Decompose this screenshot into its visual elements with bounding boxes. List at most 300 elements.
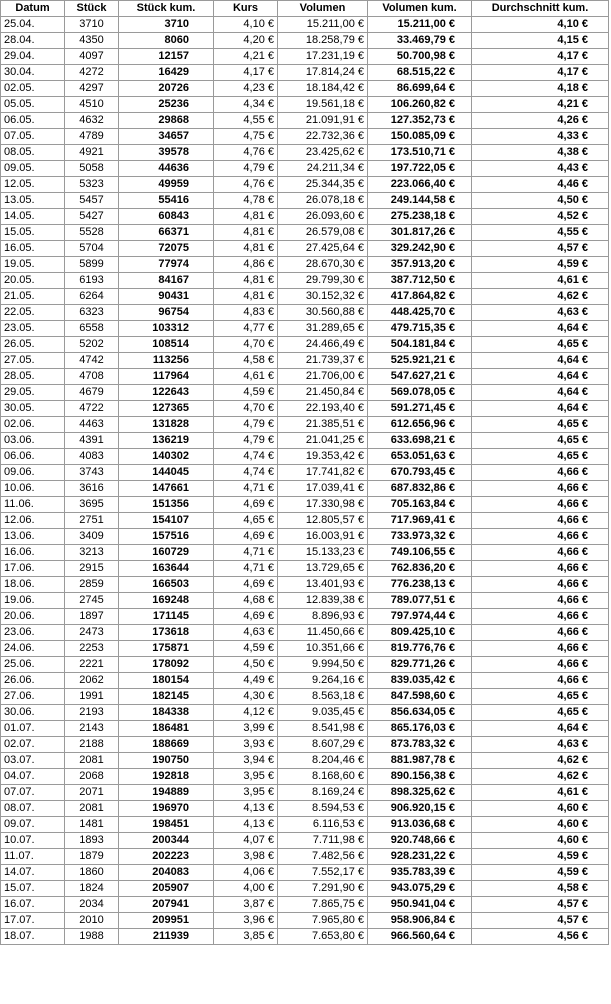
cell-datum: 05.05. — [1, 97, 65, 113]
cell-durchschnitt-kum: 4,63 € — [472, 305, 609, 321]
table-row — [1, 609, 609, 625]
cell-stueck: 5058 — [65, 161, 119, 177]
cell-stueck-kum: 204083 — [119, 865, 214, 881]
table-row — [1, 625, 609, 641]
cell-kurs: 4,58 € — [214, 353, 278, 369]
cell-kurs: 4,59 € — [214, 641, 278, 657]
cell-datum: 19.05. — [1, 257, 65, 273]
cell-volumen: 30.560,88 € — [278, 305, 368, 321]
cell-volumen: 26.093,60 € — [278, 209, 368, 225]
table-row — [1, 865, 609, 881]
cell-volumen: 17.231,19 € — [278, 49, 368, 65]
cell-volumen: 19.561,18 € — [278, 97, 368, 113]
cell-stueck-kum: 171145 — [119, 609, 214, 625]
cell-volumen: 19.353,42 € — [278, 449, 368, 465]
cell-volumen-kum: 329.242,90 € — [368, 241, 472, 257]
cell-durchschnitt-kum: 4,43 € — [472, 161, 609, 177]
table-row — [1, 513, 609, 529]
cell-volumen-kum: 898.325,62 € — [368, 785, 472, 801]
cell-volumen: 22.193,40 € — [278, 401, 368, 417]
cell-durchschnitt-kum: 4,21 € — [472, 97, 609, 113]
table-row — [1, 721, 609, 737]
cell-kurs: 4,23 € — [214, 81, 278, 97]
cell-stueck-kum: 211939 — [119, 929, 214, 945]
cell-volumen: 21.091,91 € — [278, 113, 368, 129]
cell-kurs: 4,69 € — [214, 497, 278, 513]
table-row — [1, 929, 609, 945]
cell-volumen-kum: 127.352,73 € — [368, 113, 472, 129]
cell-volumen-kum: 150.085,09 € — [368, 129, 472, 145]
cell-stueck: 4789 — [65, 129, 119, 145]
cell-stueck: 4510 — [65, 97, 119, 113]
cell-datum: 26.06. — [1, 673, 65, 689]
cell-stueck: 3616 — [65, 481, 119, 497]
table-row — [1, 449, 609, 465]
cell-stueck-kum: 190750 — [119, 753, 214, 769]
cell-stueck-kum: 20726 — [119, 81, 214, 97]
cell-kurs: 4,06 € — [214, 865, 278, 881]
table-row — [1, 353, 609, 369]
table-row — [1, 177, 609, 193]
cell-volumen: 13.729,65 € — [278, 561, 368, 577]
cell-stueck: 6323 — [65, 305, 119, 321]
cell-volumen-kum: 448.425,70 € — [368, 305, 472, 321]
table-row — [1, 753, 609, 769]
table-row — [1, 225, 609, 241]
cell-stueck: 4708 — [65, 369, 119, 385]
table-row — [1, 33, 609, 49]
cell-stueck: 3409 — [65, 529, 119, 545]
cell-datum: 17.06. — [1, 561, 65, 577]
cell-volumen-kum: 928.231,22 € — [368, 849, 472, 865]
cell-volumen: 8.541,98 € — [278, 721, 368, 737]
cell-datum: 16.05. — [1, 241, 65, 257]
cell-volumen-kum: 733.973,32 € — [368, 529, 472, 545]
cell-kurs: 4,34 € — [214, 97, 278, 113]
table-row — [1, 545, 609, 561]
cell-stueck-kum: 103312 — [119, 321, 214, 337]
cell-durchschnitt-kum: 4,55 € — [472, 225, 609, 241]
cell-datum: 09.07. — [1, 817, 65, 833]
cell-stueck-kum: 157516 — [119, 529, 214, 545]
cell-kurs: 4,79 € — [214, 161, 278, 177]
cell-kurs: 4,83 € — [214, 305, 278, 321]
cell-volumen-kum: 106.260,82 € — [368, 97, 472, 113]
cell-stueck: 2859 — [65, 577, 119, 593]
cell-durchschnitt-kum: 4,64 € — [472, 353, 609, 369]
cell-kurs: 4,17 € — [214, 65, 278, 81]
cell-volumen-kum: 197.722,05 € — [368, 161, 472, 177]
cell-durchschnitt-kum: 4,61 € — [472, 273, 609, 289]
cell-durchschnitt-kum: 4,10 € — [472, 17, 609, 33]
table-row — [1, 465, 609, 481]
cell-stueck-kum: 113256 — [119, 353, 214, 369]
cell-kurs: 4,63 € — [214, 625, 278, 641]
cell-volumen-kum: 417.864,82 € — [368, 289, 472, 305]
cell-volumen-kum: 789.077,51 € — [368, 593, 472, 609]
cell-volumen: 17.814,24 € — [278, 65, 368, 81]
cell-volumen-kum: 847.598,60 € — [368, 689, 472, 705]
cell-volumen-kum: 797.974,44 € — [368, 609, 472, 625]
cell-durchschnitt-kum: 4,61 € — [472, 785, 609, 801]
cell-volumen: 26.579,08 € — [278, 225, 368, 241]
cell-durchschnitt-kum: 4,66 € — [472, 641, 609, 657]
cell-durchschnitt-kum: 4,66 € — [472, 673, 609, 689]
table-row — [1, 257, 609, 273]
cell-durchschnitt-kum: 4,66 € — [472, 593, 609, 609]
cell-volumen-kum: 819.776,76 € — [368, 641, 472, 657]
cell-durchschnitt-kum: 4,66 € — [472, 481, 609, 497]
cell-datum: 30.05. — [1, 401, 65, 417]
cell-datum: 12.06. — [1, 513, 65, 529]
cell-volumen-kum: 653.051,63 € — [368, 449, 472, 465]
cell-stueck-kum: 188669 — [119, 737, 214, 753]
cell-stueck-kum: 90431 — [119, 289, 214, 305]
cell-volumen: 18.258,79 € — [278, 33, 368, 49]
table-row — [1, 145, 609, 161]
cell-stueck: 4097 — [65, 49, 119, 65]
cell-datum: 29.05. — [1, 385, 65, 401]
cell-datum: 27.05. — [1, 353, 65, 369]
cell-kurs: 4,30 € — [214, 689, 278, 705]
cell-datum: 02.05. — [1, 81, 65, 97]
table-row — [1, 737, 609, 753]
cell-durchschnitt-kum: 4,63 € — [472, 737, 609, 753]
cell-stueck-kum: 196970 — [119, 801, 214, 817]
cell-stueck: 2745 — [65, 593, 119, 609]
cell-stueck-kum: 12157 — [119, 49, 214, 65]
cell-volumen: 11.450,66 € — [278, 625, 368, 641]
cell-volumen: 8.896,93 € — [278, 609, 368, 625]
cell-volumen-kum: 958.906,84 € — [368, 913, 472, 929]
cell-stueck-kum: 136219 — [119, 433, 214, 449]
cell-datum: 28.04. — [1, 33, 65, 49]
cell-kurs: 4,12 € — [214, 705, 278, 721]
cell-volumen-kum: 633.698,21 € — [368, 433, 472, 449]
cell-datum: 22.05. — [1, 305, 65, 321]
table-row — [1, 769, 609, 785]
cell-stueck: 2062 — [65, 673, 119, 689]
cell-durchschnitt-kum: 4,66 € — [472, 625, 609, 641]
cell-stueck: 5457 — [65, 193, 119, 209]
cell-volumen-kum: 569.078,05 € — [368, 385, 472, 401]
cell-datum: 13.05. — [1, 193, 65, 209]
cell-volumen: 24.466,49 € — [278, 337, 368, 353]
cell-datum: 19.06. — [1, 593, 65, 609]
cell-datum: 25.06. — [1, 657, 65, 673]
cell-datum: 30.04. — [1, 65, 65, 81]
cell-stueck: 2034 — [65, 897, 119, 913]
table-row — [1, 897, 609, 913]
cell-volumen: 16.003,91 € — [278, 529, 368, 545]
cell-volumen: 8.607,29 € — [278, 737, 368, 753]
cell-durchschnitt-kum: 4,59 € — [472, 849, 609, 865]
cell-volumen: 7.865,75 € — [278, 897, 368, 913]
cell-volumen-kum: 865.176,03 € — [368, 721, 472, 737]
cell-volumen: 7.653,80 € — [278, 929, 368, 945]
cell-volumen: 8.168,60 € — [278, 769, 368, 785]
cell-durchschnitt-kum: 4,46 € — [472, 177, 609, 193]
cell-stueck-kum: 147661 — [119, 481, 214, 497]
cell-volumen: 8.169,24 € — [278, 785, 368, 801]
cell-datum: 07.07. — [1, 785, 65, 801]
cell-datum: 16.06. — [1, 545, 65, 561]
cell-datum: 29.04. — [1, 49, 65, 65]
cell-datum: 14.05. — [1, 209, 65, 225]
cell-stueck: 2071 — [65, 785, 119, 801]
cell-datum: 20.05. — [1, 273, 65, 289]
cell-stueck: 4632 — [65, 113, 119, 129]
cell-kurs: 4,81 € — [214, 209, 278, 225]
table-row — [1, 433, 609, 449]
cell-stueck-kum: 173618 — [119, 625, 214, 641]
table-row — [1, 881, 609, 897]
cell-durchschnitt-kum: 4,66 € — [472, 497, 609, 513]
cell-volumen: 9.035,45 € — [278, 705, 368, 721]
cell-datum: 10.07. — [1, 833, 65, 849]
cell-stueck-kum: 200344 — [119, 833, 214, 849]
cell-durchschnitt-kum: 4,62 € — [472, 753, 609, 769]
cell-volumen: 8.594,53 € — [278, 801, 368, 817]
cell-kurs: 4,10 € — [214, 17, 278, 33]
cell-volumen-kum: 913.036,68 € — [368, 817, 472, 833]
table-row — [1, 305, 609, 321]
cell-kurs: 3,94 € — [214, 753, 278, 769]
table-row — [1, 849, 609, 865]
cell-durchschnitt-kum: 4,60 € — [472, 817, 609, 833]
cell-kurs: 4,65 € — [214, 513, 278, 529]
cell-datum: 20.06. — [1, 609, 65, 625]
cell-datum: 02.07. — [1, 737, 65, 753]
cell-stueck-kum: 131828 — [119, 417, 214, 433]
cell-stueck: 3213 — [65, 545, 119, 561]
cell-durchschnitt-kum: 4,66 € — [472, 577, 609, 593]
cell-datum: 30.06. — [1, 705, 65, 721]
cell-stueck-kum: 180154 — [119, 673, 214, 689]
cell-kurs: 4,00 € — [214, 881, 278, 897]
cell-stueck-kum: 166503 — [119, 577, 214, 593]
table-row — [1, 497, 609, 513]
cell-stueck: 2915 — [65, 561, 119, 577]
cell-durchschnitt-kum: 4,64 € — [472, 369, 609, 385]
table-row — [1, 97, 609, 113]
cell-volumen-kum: 387.712,50 € — [368, 273, 472, 289]
cell-stueck: 5202 — [65, 337, 119, 353]
cell-durchschnitt-kum: 4,65 € — [472, 417, 609, 433]
cell-stueck: 3743 — [65, 465, 119, 481]
cell-volumen: 7.291,90 € — [278, 881, 368, 897]
cell-stueck: 1988 — [65, 929, 119, 945]
cell-datum: 07.05. — [1, 129, 65, 145]
table-row — [1, 673, 609, 689]
cell-durchschnitt-kum: 4,56 € — [472, 929, 609, 945]
cell-kurs: 4,71 € — [214, 545, 278, 561]
cell-durchschnitt-kum: 4,64 € — [472, 321, 609, 337]
cell-kurs: 4,76 € — [214, 177, 278, 193]
cell-stueck-kum: 144045 — [119, 465, 214, 481]
cell-stueck: 1991 — [65, 689, 119, 705]
cell-durchschnitt-kum: 4,66 € — [472, 561, 609, 577]
cell-durchschnitt-kum: 4,33 € — [472, 129, 609, 145]
cell-datum: 15.05. — [1, 225, 65, 241]
cell-stueck-kum: 3710 — [119, 17, 214, 33]
cell-stueck: 1879 — [65, 849, 119, 865]
header-volumen-kum: Volumen kum. — [368, 1, 472, 17]
cell-volumen: 8.204,46 € — [278, 753, 368, 769]
cell-stueck: 4921 — [65, 145, 119, 161]
cell-datum: 10.06. — [1, 481, 65, 497]
table-row — [1, 641, 609, 657]
cell-kurs: 4,69 € — [214, 609, 278, 625]
table-row — [1, 561, 609, 577]
cell-volumen: 17.741,82 € — [278, 465, 368, 481]
cell-stueck-kum: 154107 — [119, 513, 214, 529]
table-row — [1, 337, 609, 353]
cell-durchschnitt-kum: 4,60 € — [472, 833, 609, 849]
cell-datum: 02.06. — [1, 417, 65, 433]
table-row — [1, 913, 609, 929]
table-row — [1, 193, 609, 209]
cell-stueck: 4083 — [65, 449, 119, 465]
table-row — [1, 481, 609, 497]
cell-stueck-kum: 178092 — [119, 657, 214, 673]
cell-datum: 21.05. — [1, 289, 65, 305]
cell-kurs: 4,13 € — [214, 801, 278, 817]
table-row — [1, 129, 609, 145]
table-row — [1, 65, 609, 81]
cell-durchschnitt-kum: 4,59 € — [472, 865, 609, 881]
cell-stueck: 6264 — [65, 289, 119, 305]
cell-volumen-kum: 525.921,21 € — [368, 353, 472, 369]
cell-durchschnitt-kum: 4,38 € — [472, 145, 609, 161]
cell-durchschnitt-kum: 4,57 € — [472, 241, 609, 257]
cell-volumen-kum: 547.627,21 € — [368, 369, 472, 385]
cell-stueck-kum: 34657 — [119, 129, 214, 145]
cell-stueck: 1893 — [65, 833, 119, 849]
table-row — [1, 209, 609, 225]
header-datum: Datum — [1, 1, 65, 17]
cell-durchschnitt-kum: 4,17 € — [472, 49, 609, 65]
cell-volumen-kum: 717.969,41 € — [368, 513, 472, 529]
cell-stueck-kum: 184338 — [119, 705, 214, 721]
cell-stueck-kum: 194889 — [119, 785, 214, 801]
cell-volumen: 24.211,34 € — [278, 161, 368, 177]
cell-volumen: 21.385,51 € — [278, 417, 368, 433]
cell-stueck-kum: 160729 — [119, 545, 214, 561]
cell-volumen-kum: 966.560,64 € — [368, 929, 472, 945]
cell-stueck: 1860 — [65, 865, 119, 881]
cell-stueck-kum: 55416 — [119, 193, 214, 209]
cell-volumen-kum: 935.783,39 € — [368, 865, 472, 881]
cell-durchschnitt-kum: 4,64 € — [472, 721, 609, 737]
cell-volumen-kum: 301.817,26 € — [368, 225, 472, 241]
table-row — [1, 657, 609, 673]
cell-datum: 09.06. — [1, 465, 65, 481]
cell-kurs: 4,69 € — [214, 529, 278, 545]
cell-volumen-kum: 943.075,29 € — [368, 881, 472, 897]
cell-volumen-kum: 881.987,78 € — [368, 753, 472, 769]
cell-kurs: 4,61 € — [214, 369, 278, 385]
cell-stueck-kum: 72075 — [119, 241, 214, 257]
cell-datum: 25.04. — [1, 17, 65, 33]
table-row — [1, 593, 609, 609]
cell-kurs: 4,76 € — [214, 145, 278, 161]
cell-kurs: 4,77 € — [214, 321, 278, 337]
cell-stueck: 5323 — [65, 177, 119, 193]
cell-volumen-kum: 906.920,15 € — [368, 801, 472, 817]
cell-stueck-kum: 8060 — [119, 33, 214, 49]
cell-datum: 06.06. — [1, 449, 65, 465]
cell-durchschnitt-kum: 4,62 € — [472, 769, 609, 785]
cell-volumen-kum: 249.144,58 € — [368, 193, 472, 209]
cell-datum: 09.05. — [1, 161, 65, 177]
cell-durchschnitt-kum: 4,17 € — [472, 65, 609, 81]
cell-durchschnitt-kum: 4,52 € — [472, 209, 609, 225]
cell-stueck-kum: 127365 — [119, 401, 214, 417]
cell-stueck-kum: 202223 — [119, 849, 214, 865]
table-row — [1, 241, 609, 257]
cell-kurs: 3,87 € — [214, 897, 278, 913]
cell-durchschnitt-kum: 4,59 € — [472, 257, 609, 273]
cell-stueck: 2068 — [65, 769, 119, 785]
cell-stueck-kum: 175871 — [119, 641, 214, 657]
cell-datum: 04.07. — [1, 769, 65, 785]
cell-durchschnitt-kum: 4,65 € — [472, 689, 609, 705]
cell-kurs: 3,95 € — [214, 785, 278, 801]
cell-stueck: 1897 — [65, 609, 119, 625]
cell-kurs: 4,70 € — [214, 337, 278, 353]
cell-volumen-kum: 275.238,18 € — [368, 209, 472, 225]
cell-volumen-kum: 776.238,13 € — [368, 577, 472, 593]
cell-stueck-kum: 186481 — [119, 721, 214, 737]
table-row — [1, 81, 609, 97]
cell-stueck: 2188 — [65, 737, 119, 753]
cell-stueck-kum: 16429 — [119, 65, 214, 81]
cell-kurs: 4,07 € — [214, 833, 278, 849]
cell-datum: 06.05. — [1, 113, 65, 129]
cell-datum: 14.07. — [1, 865, 65, 881]
cell-volumen: 7.965,80 € — [278, 913, 368, 929]
cell-datum: 24.06. — [1, 641, 65, 657]
cell-stueck: 1481 — [65, 817, 119, 833]
cell-kurs: 4,79 € — [214, 417, 278, 433]
cell-volumen: 22.732,36 € — [278, 129, 368, 145]
header-row — [1, 1, 609, 17]
cell-volumen: 27.425,64 € — [278, 241, 368, 257]
cell-volumen: 7.711,98 € — [278, 833, 368, 849]
cell-volumen-kum: 50.700,98 € — [368, 49, 472, 65]
cell-stueck: 4722 — [65, 401, 119, 417]
cell-datum: 08.07. — [1, 801, 65, 817]
table-row — [1, 289, 609, 305]
cell-stueck: 4350 — [65, 33, 119, 49]
cell-volumen: 17.330,98 € — [278, 497, 368, 513]
cell-kurs: 4,71 € — [214, 481, 278, 497]
cell-stueck: 2473 — [65, 625, 119, 641]
cell-stueck: 6558 — [65, 321, 119, 337]
cell-kurs: 4,78 € — [214, 193, 278, 209]
cell-volumen-kum: 591.271,45 € — [368, 401, 472, 417]
cell-durchschnitt-kum: 4,64 € — [472, 385, 609, 401]
cell-stueck: 6193 — [65, 273, 119, 289]
cell-stueck: 5899 — [65, 257, 119, 273]
cell-volumen-kum: 15.211,00 € — [368, 17, 472, 33]
cell-stueck: 5528 — [65, 225, 119, 241]
cell-stueck-kum: 44636 — [119, 161, 214, 177]
cell-volumen-kum: 504.181,84 € — [368, 337, 472, 353]
cell-stueck-kum: 163644 — [119, 561, 214, 577]
cell-stueck-kum: 29868 — [119, 113, 214, 129]
